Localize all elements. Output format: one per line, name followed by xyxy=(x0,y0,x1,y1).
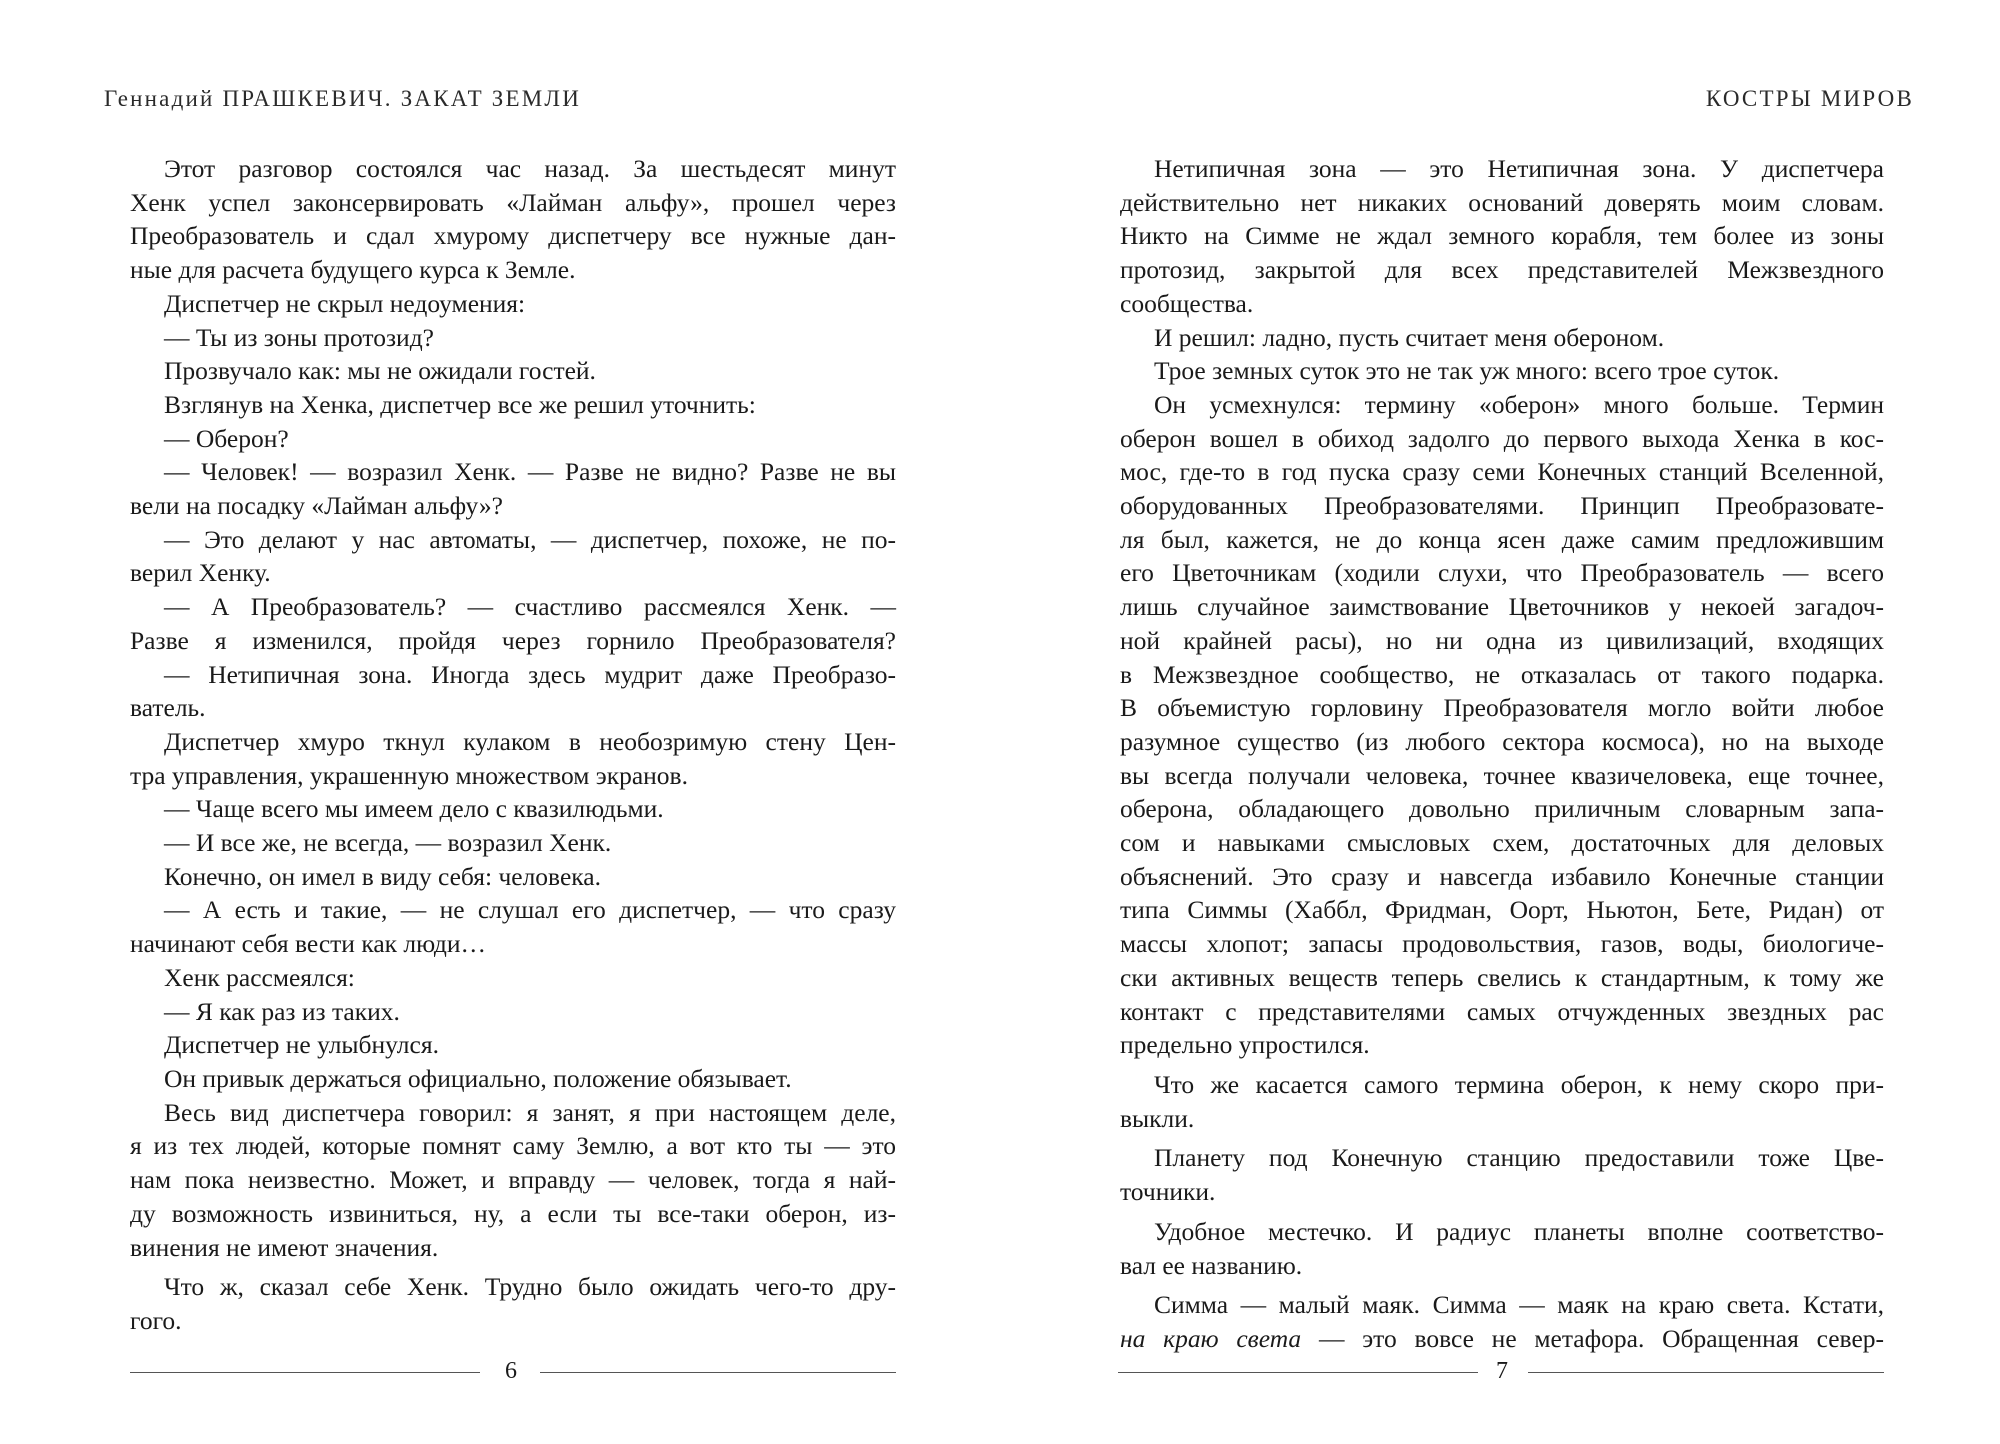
right-running-head: КОСТРЫ МИРОВ xyxy=(1705,86,1914,111)
text-line: ду возможность извиниться, ну, а если ты все-таки оберон, из- xyxy=(130,1198,896,1228)
text-line: Этот разговор состоялся час назад. За шестьдесят минут xyxy=(164,154,896,183)
text-line: винения не имеют значения. xyxy=(130,1232,439,1262)
text-line: Диспетчер не скрыл недоумения: xyxy=(164,288,526,318)
text-line: тра управления, украшенную множеством экранов. xyxy=(130,760,688,790)
left-folio xyxy=(130,1356,896,1386)
text-line: его Цветочникам (ходили слухи, что Преобразователь — всего xyxy=(1120,558,1884,588)
folio-rule-right xyxy=(540,1372,896,1373)
page-number: 6 xyxy=(505,1358,517,1384)
text-line: — Это делают у нас автоматы, — диспетчер, похоже, не по- xyxy=(164,524,896,554)
text-line: Он усмехнулся: термину «оберон» много больше. Термин xyxy=(1154,389,1884,419)
text-line: точники. xyxy=(1120,1177,1216,1207)
text-line: оберона, обладающего довольно приличным словарным запа- xyxy=(1120,794,1884,824)
text-line: Хенк успел законсервировать «Лайман альфу», прошел через xyxy=(130,187,896,217)
text-line: в Межзвездное сообщество, не отказалась от такого подарка. xyxy=(1120,659,1884,689)
text-line: — А есть и такие, — не слушал его диспетчер, — что сразу xyxy=(164,895,896,925)
text-line: вели на посадку «Лайман альфу»? xyxy=(130,491,503,521)
text-line: Что же касается самого термина оберон, к нему скоро при- xyxy=(1154,1069,1884,1099)
text-line: Никто на Симме не ждал земного корабля, тем более из зоны xyxy=(1120,221,1884,251)
text-line: вы всегда получали человека, точнее квазичеловека, еще точнее, xyxy=(1120,760,1884,790)
text-line: выкли. xyxy=(1120,1103,1195,1133)
text-line-rest: — это вовсе не метафора. Обращенная север- xyxy=(1318,1323,1885,1353)
text-line: типа Симмы (Хаббл, Фридман, Оорт, Ньютон, Бете, Ридан) от xyxy=(1120,895,1884,925)
text-line: разумное существо (из любого сектора космоса), но на выходе xyxy=(1120,726,1884,756)
text-line: — А Преобразователь? — счастливо рассмеялся Хенк. — xyxy=(164,592,896,622)
text-line: — Чаще всего мы имеем дело с квазилюдьми. xyxy=(164,794,664,824)
text-line: контакт с представителями самых отчужденных звездных рас xyxy=(1120,996,1884,1026)
text-line: — Я как раз из таких. xyxy=(164,996,400,1026)
text-line: протозид, закрытой для всех представителей Межзвездного xyxy=(1120,255,1884,285)
right-page xyxy=(1000,0,2000,1444)
text-line: — Оберон? xyxy=(164,423,289,453)
text-line: — Ты из зоны протозид? xyxy=(164,322,434,352)
text-line: ватель. xyxy=(130,693,206,723)
text-line: объяснений. Это сразу и навсегда избавило Конечные станции xyxy=(1120,861,1884,891)
text-line: ные для расчета будущего курса к Земле. xyxy=(130,255,576,285)
text-line: Диспетчер хмуро ткнул кулаком в необозримую стену Цен- xyxy=(164,726,896,756)
text-line: лишь случайное заимствование Цветочников у некоей загадоч- xyxy=(1120,592,1884,622)
text-line: Нетипичная зона — это Нетипичная зона. У диспетчера xyxy=(1154,154,1884,183)
text-line: Планету под Конечную станцию предоставили тоже Цве- xyxy=(1154,1143,1884,1173)
text-line: Симма — малый маяк. Симма — маяк на краю света. Кстати, xyxy=(1154,1290,1884,1320)
text-line: И решил: ладно, пусть считает меня обероном. xyxy=(1154,322,1665,352)
text-line: Прозвучало как: мы не ожидали гостей. xyxy=(164,356,596,386)
left-text-block xyxy=(130,152,896,1338)
text-line: начинают себя вести как люди… xyxy=(130,929,487,959)
text-line: — Нетипичная зона. Иногда здесь мудрит даже Преобразо- xyxy=(164,659,896,689)
text-line: Разве я изменился, пройдя через горнило Преобразователя? xyxy=(130,625,896,655)
text-line-with-italic xyxy=(1120,1322,1884,1356)
right-folio xyxy=(1118,1356,1884,1386)
text-line: действительно нет никаких оснований доверять моим словам. xyxy=(1120,187,1884,217)
right-text-block xyxy=(1120,152,1884,1356)
text-line: ля был, кажется, не до конца ясен даже самим предложившим xyxy=(1120,524,1884,554)
text-line: ски активных веществ теперь свелись к стандартным, к тому же xyxy=(1120,962,1884,992)
text-line: Хенк рассмеялся: xyxy=(164,962,355,992)
text-line: — Человек! — возразил Хенк. — Разве не видно? Разве не вы xyxy=(164,457,896,487)
folio-rule-left xyxy=(130,1372,480,1373)
text-line: сом и навыками смысловых схем, достаточных для деловых xyxy=(1120,828,1884,858)
text-line: нам пока неизвестно. Может, и вправду — человек, тогда я най- xyxy=(130,1165,896,1195)
italic-phrase: на краю света xyxy=(1120,1323,1302,1353)
text-line: Весь вид диспетчера говорил: я занят, я при настоящем деле, xyxy=(164,1097,896,1127)
text-line: мос, где-то в год пуска сразу семи Конечных станций Вселенной, xyxy=(1120,457,1884,487)
text-line: Диспетчер не улыбнулся. xyxy=(164,1030,439,1060)
page-number: 7 xyxy=(1496,1358,1508,1384)
text-line: Удобное местечко. И радиус планеты вполне соответство- xyxy=(1154,1216,1884,1246)
text-line: массы хлопот; запасы продовольствия, газов, воды, биологиче- xyxy=(1120,929,1884,959)
text-line: Преобразователь и сдал хмурому диспетчеру все нужные дан- xyxy=(130,221,896,251)
text-line: вал ее названию. xyxy=(1120,1250,1303,1280)
left-running-head: Геннадий ПРАШКЕВИЧ. ЗАКАТ ЗЕМЛИ xyxy=(104,86,582,111)
text-line: Взглянув на Хенка, диспетчер все же решил уточнить: xyxy=(164,389,756,419)
text-line: ной крайней расы), но ни одна из цивилизаций, входящих xyxy=(1120,625,1884,655)
text-line: оборудованных Преобразователями. Принцип Преобразовате- xyxy=(1120,491,1884,521)
text-line: верил Хенку. xyxy=(130,558,271,588)
text-line: гого. xyxy=(130,1305,182,1335)
text-line: оберон вошел в обиход задолго до первого выхода Хенка в кос- xyxy=(1120,423,1884,453)
folio-rule-left xyxy=(1118,1372,1478,1373)
text-line: Что ж, сказал себе Хенк. Трудно было ожидать чего-то дру- xyxy=(164,1272,896,1302)
text-line: Конечно, он имел в виду себя: человека. xyxy=(164,861,601,891)
folio-rule-right xyxy=(1528,1372,1884,1373)
text-line: — И все же, не всегда, — возразил Хенк. xyxy=(164,828,612,858)
text-line: я из тех людей, которые помнят саму Землю, а вот кто ты — это xyxy=(130,1131,896,1161)
text-line: сообщества. xyxy=(1120,288,1254,318)
text-line: Он привык держаться официально, положение обязывает. xyxy=(164,1063,792,1093)
text-line: Трое земных суток это не так уж много: всего трое суток. xyxy=(1154,356,1780,386)
text-line: предельно упростился. xyxy=(1120,1030,1370,1060)
text-line: В объемистую горловину Преобразователя могло войти любое xyxy=(1120,693,1884,723)
